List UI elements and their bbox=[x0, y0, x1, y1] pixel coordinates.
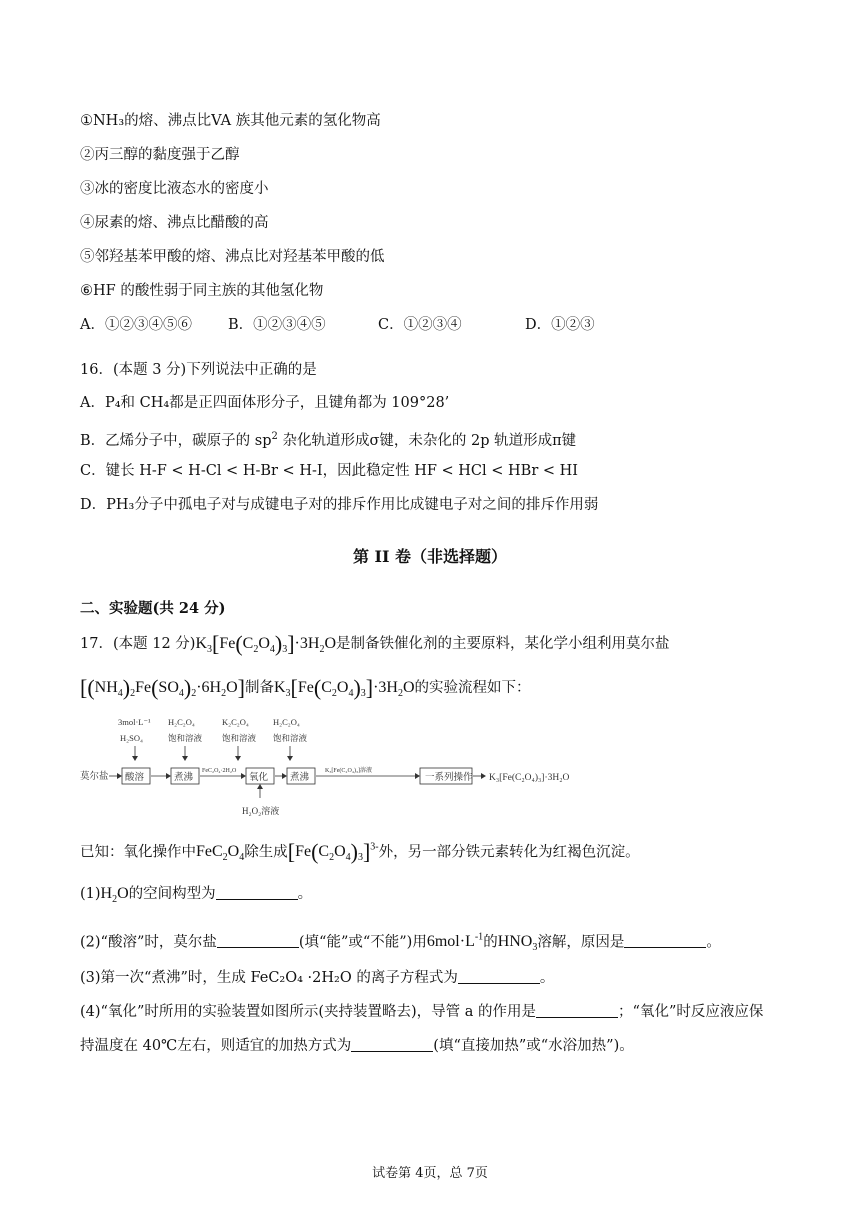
page-footer: 试卷第 4页，总 7页 bbox=[372, 1166, 488, 1181]
answer-blank[interactable] bbox=[351, 1037, 433, 1052]
option-b: B．①②③④⑤ bbox=[228, 317, 326, 333]
answer-blank[interactable] bbox=[217, 933, 299, 948]
answer-blank[interactable] bbox=[458, 969, 540, 984]
flow-product: K₃[Fe(C₂O₄)₃]·3H₂O bbox=[489, 773, 570, 783]
q17-line1: 17．(本题 12 分)$K_3[Fe(C_2O_4)_3]\cdot 3H_2O$是制备铁催化剂的主要原料，某化学小组利用莫尔盐 bbox=[80, 631, 670, 656]
reagent-4b: 饱和溶液 bbox=[273, 733, 308, 743]
reagent-2a: H₂C₂O₄ bbox=[168, 717, 195, 727]
reagent-1b: H₂SO₄ bbox=[120, 733, 143, 743]
flow-box-4: 煮沸 bbox=[290, 773, 310, 783]
flow-below-label: H₂O₂溶液 bbox=[242, 806, 280, 816]
item-4: ④尿素的熔、沸点比醋酸的高 bbox=[80, 215, 269, 231]
q17-sub1: $(1)H_2O$的空间构型为 。 bbox=[80, 885, 313, 906]
q17-sub4-line1: (4)“氧化”时所用的实验装置如图所示(夹持装置略去)，导管 a 的作用是 ；“氧化”时反应液应保 bbox=[80, 1004, 764, 1020]
q17-sub2: (2)“酸溶”时，莫尔盐 (填“能”或“不能”)用$6mol\cdot L^{-1}$的$HNO_3$溶解，原因是 。 bbox=[80, 932, 721, 954]
item-2: ②丙三醇的黏度强于乙醇 bbox=[80, 147, 240, 163]
section-heading: 二、实验题(共 24 分) bbox=[80, 600, 226, 617]
flow-box-3: 氧化 bbox=[249, 773, 269, 783]
flow-arrow-label-1: FeC₂O₄·2H₂O bbox=[202, 768, 237, 774]
item-1: ①NH₃的熔、沸点比VA 族其他元素的氢化物高 bbox=[80, 113, 381, 129]
item-6: ⑥HF 的酸性弱于同主族的其他氢化物 bbox=[80, 283, 324, 299]
item-3: ③冰的密度比液态水的密度小 bbox=[80, 181, 269, 197]
q17-known: 已知：氧化操作中$FeC_2O_4$除生成$[Fe(C_2O_4)_3]^{3-}$外，另一部分铁元素转化为红褐色沉淀。 bbox=[80, 839, 640, 865]
part2-title: 第 II 卷（非选择题） bbox=[352, 547, 508, 566]
q16-stem: 16．(本题 3 分)下列说法中正确的是 bbox=[80, 362, 317, 378]
reagent-1a: 3mol·L⁻¹ bbox=[118, 717, 151, 727]
answer-blank[interactable] bbox=[624, 933, 706, 948]
q16-option-c: C．键长 H-F < H-Cl < H-Br < H-I，因此稳定性 HF < HCl < HBr < HI bbox=[80, 463, 578, 479]
answer-blank[interactable] bbox=[216, 885, 298, 900]
q17-sub3: (3)第一次“煮沸”时，生成 FeC₂O₄ ·2H₂O 的离子方程式为 。 bbox=[80, 970, 555, 986]
flow-diagram bbox=[80, 712, 600, 824]
flow-arrow-label-2: K₃[Fe(C₂O₄)₃]溶液 bbox=[325, 768, 373, 774]
q17-sub4-line2: 持温度在 40℃左右，则适宜的加热方式为 (填“直接加热”或“水浴加热”)。 bbox=[80, 1038, 634, 1054]
q17-line2: $[(NH_4)_2Fe(SO_4)_2\cdot 6H_2O]$制备$K_3[Fe(C_2O_4)_3]\cdot 3H_2O$的实验流程如下： bbox=[80, 675, 531, 700]
q16-option-b: B．乙烯分子中，碳原子的 $sp^2$ 杂化轨道形成σ键，未杂化的 2p 轨道形成π键 bbox=[80, 431, 577, 449]
reagent-2b: 饱和溶液 bbox=[168, 733, 203, 743]
item-5: ⑤邻羟基苯甲酸的熔、沸点比对羟基苯甲酸的低 bbox=[80, 249, 385, 265]
flow-start: 莫尔盐 bbox=[80, 772, 109, 782]
option-d: D．①②③ bbox=[525, 317, 595, 333]
option-a: A．①②③④⑤⑥ bbox=[80, 317, 192, 333]
reagent-4a: H₂C₂O₄ bbox=[273, 717, 300, 727]
reagent-3a: K₂C₂O₄ bbox=[222, 717, 249, 727]
q16-option-d: D．PH₃分子中孤电子对与成键电子对的排斥作用比成键电子对之间的排斥作用弱 bbox=[80, 497, 599, 513]
flow-box-5: 一系列操作 bbox=[425, 773, 473, 783]
flow-box-1: 酸溶 bbox=[125, 773, 145, 783]
flow-box-2: 煮沸 bbox=[174, 773, 194, 783]
reagent-3b: 饱和溶液 bbox=[222, 733, 257, 743]
q16-option-a: A．P₄和 CH₄都是正四面体形分子，且键角都为 109°28’ bbox=[80, 395, 450, 411]
option-c: C．①②③④ bbox=[378, 317, 462, 333]
answer-blank[interactable] bbox=[536, 1003, 618, 1018]
